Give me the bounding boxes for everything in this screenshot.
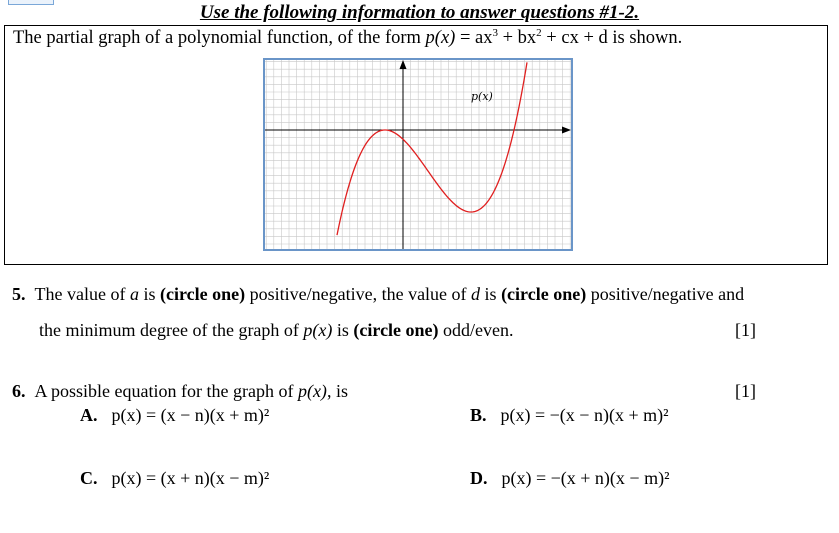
formula-px: p(x) [425,28,456,49]
q5-text-h: odd/even. [438,320,514,340]
option-a-equation: p(x) = (x − n)(x + m)² [111,405,270,425]
option-a[interactable] [80,405,269,426]
option-b[interactable] [470,405,668,426]
info-text-intro: The partial graph of a polynomial function, of the form [13,28,426,49]
question-6-marks: [1] [735,381,756,401]
graph-canvas [265,60,571,249]
q5-text-g: is [332,320,354,340]
q5-var-a: a [129,284,139,304]
info-text-end: is shown. [607,28,683,49]
question-6-stem [12,381,348,402]
q6-var-px: p(x) [297,381,327,401]
polynomial-graph [263,58,573,251]
q5-text-d: is [480,284,502,304]
q5-text-b: is [138,284,160,304]
q5-text-f: the minimum degree of the graph of [39,320,304,340]
q6-text-a: A possible equation for the graph of [34,381,298,401]
info-box [4,25,828,265]
question-5-number: 5. [12,284,26,304]
option-c[interactable] [80,468,269,489]
option-b-equation: p(x) = −(x − n)(x + m)² [500,405,669,425]
option-d-equation: p(x) = −(x + n)(x − m)² [501,468,670,488]
formula-exp-2: 2 [536,27,542,39]
option-b-letter: B. [470,405,487,425]
option-c-equation: p(x) = (x + n)(x − m)² [111,468,270,488]
q5-text-a: The value of [34,284,130,304]
instructions-heading: Use the following information to answer questions #1-2. [199,2,640,23]
option-d-letter: D. [470,468,488,488]
question-6-number: 6. [12,381,26,401]
curve-label: p(x) [471,90,493,103]
formula-ax: = ax [455,28,493,49]
q5-var-px: p(x) [303,320,333,340]
question-5-marks: [1] [735,320,756,340]
q5-circle-one-1: (circle one) [159,284,246,304]
question-5-line-2 [39,320,514,341]
question-5-line-1 [12,284,744,305]
option-a-letter: A. [80,405,98,425]
option-d[interactable] [470,468,669,489]
q5-circle-one-3: (circle one) [353,320,439,340]
q6-text-b: , is [326,381,348,401]
graph-grid [265,60,571,249]
x-axis-arrow [562,127,571,134]
q5-var-d: d [471,284,481,304]
option-c-letter: C. [80,468,98,488]
q5-circle-one-2: (circle one) [501,284,587,304]
info-text [13,27,682,49]
q5-text-c: positive/negative, the value of [245,284,472,304]
formula-rest: + cx + d [541,28,608,49]
formula-exp-3: 3 [492,27,498,39]
polynomial-curve [337,62,527,235]
q5-text-e: positive/negative and [586,284,745,304]
formula-bx: + bx [497,28,537,49]
